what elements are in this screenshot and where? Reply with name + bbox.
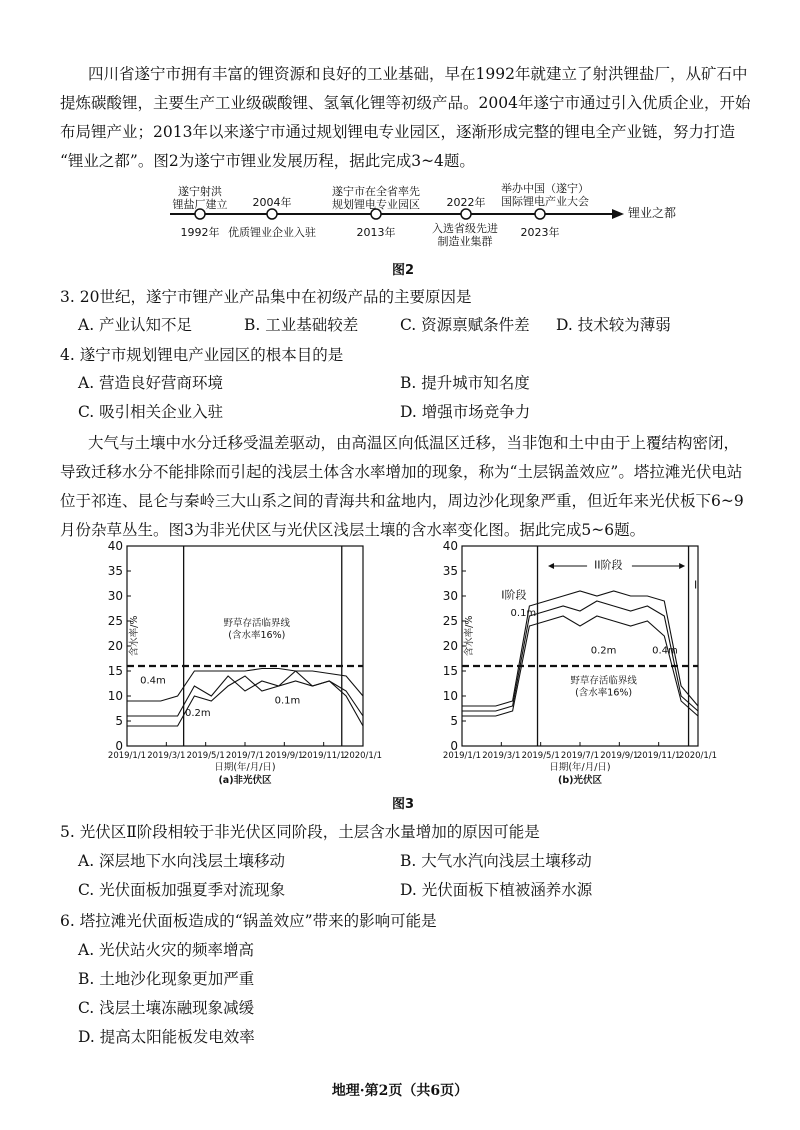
stage-label: II阶段	[594, 558, 623, 572]
intro1-line-4: “锂业之都”。图2为遂宁市锂业发展历程，据此完成3~4题。	[60, 152, 475, 170]
stage-label: I	[694, 578, 698, 592]
intro1-line-1: 四川省遂宁市拥有丰富的锂资源和良好的工业基础，早在1992年就建立了射洪锂盐厂，从矿石中	[88, 65, 748, 83]
intro2-line-1: 大气与土壤中水分迁移受温差驱动，由高温区向低温区迁移，当非饱和土中由于上覆结构密闭，	[88, 434, 740, 452]
x-tick-label: 2019/3/1	[147, 751, 186, 761]
q3-option-c[interactable]: C. 资源禀赋条件差	[400, 316, 530, 334]
y-tick-label: 10	[442, 689, 458, 703]
series-label: 0.1m	[510, 608, 537, 619]
figure-3-caption: 图3	[392, 797, 415, 812]
stage-arrow-head	[679, 563, 685, 569]
q4-option-d[interactable]: D. 增强市场竞争力	[400, 403, 531, 421]
timeline-node-2023	[535, 209, 545, 219]
x-tick-label: 2019/5/1	[186, 751, 225, 761]
series-label: 0.2m	[184, 708, 211, 719]
x-tick-label: 2019/9/1	[265, 751, 304, 761]
x-tick-label: 2019/7/1	[225, 751, 265, 761]
q5-option-a[interactable]: A. 深层地下水向浅层土壤移动	[78, 852, 286, 870]
x-tick-label: 2019/5/1	[521, 751, 560, 761]
x-tick-label: 2019/1/1	[442, 751, 482, 761]
timeline-top-4: 2022年	[446, 196, 486, 209]
q6-option-c[interactable]: C. 浅层土壤冻融现象减缓	[78, 999, 255, 1017]
chart-pv	[420, 538, 720, 788]
y-tick-label: 35	[107, 564, 123, 578]
x-axis-label: 日期(年/月/日)	[549, 762, 611, 773]
timeline-node-2022	[461, 209, 471, 219]
y-axis-label: 含水率/%	[129, 615, 140, 657]
timeline-bottom-5: 2023年	[520, 226, 560, 239]
q3-option-a[interactable]: A. 产业认知不足	[78, 316, 193, 334]
timeline-top-2: 2004年	[252, 196, 292, 209]
x-tick-label: 2019/1/1	[107, 751, 147, 761]
chart-title: (b)光伏区	[558, 775, 602, 786]
series-label: 0.2m	[590, 645, 617, 657]
timeline-bottom-1: 1992年	[180, 226, 220, 239]
y-tick-label: 30	[442, 589, 458, 603]
x-tick-label: 2019/7/1	[560, 751, 600, 761]
x-tick-label: 2019/9/1	[600, 751, 639, 761]
intro1-line-3: 布局锂产业；2013年以来遂宁市通过规划锂电专业园区，逐渐形成完整的锂电全产业链，努力打造	[60, 123, 735, 141]
x-axis-label: 日期(年/月/日)	[214, 762, 276, 773]
q4-option-b[interactable]: B. 提升城市知名度	[400, 374, 530, 392]
series-label: 0.4m	[140, 675, 166, 687]
threshold-label: (含水率16%)	[228, 630, 286, 641]
timeline-top-3: 遂宁市在全省率先 规划锂电专业园区	[332, 185, 420, 211]
figure-2-caption: 图2	[392, 263, 415, 278]
series-label: 0.1m	[274, 695, 301, 707]
chart-title: (a)非光伏区	[218, 775, 272, 786]
y-tick-label: 20	[107, 639, 123, 653]
timeline-node-2004	[267, 209, 277, 219]
x-tick-label: 2020/1/1	[343, 751, 383, 761]
q6-option-a[interactable]: A. 光伏站火灾的频率增高	[78, 941, 255, 959]
threshold-label: 野草存活临界线	[223, 618, 291, 629]
x-tick-label: 2020/1/1	[678, 751, 718, 761]
q4-stem: 4. 遂宁市规划锂电产业园区的根本目的是	[60, 346, 344, 364]
q5-option-b[interactable]: B. 大气水汽向浅层土壤移动	[400, 852, 592, 870]
y-tick-label: 25	[107, 614, 123, 628]
y-tick-label: 40	[107, 539, 123, 553]
q3-option-d[interactable]: D. 技术较为薄弱	[556, 316, 671, 334]
stage-label: I阶段	[501, 588, 527, 602]
q6-option-b[interactable]: B. 土地沙化现象更加严重	[78, 970, 255, 988]
q4-option-a[interactable]: A. 营造良好营商环境	[78, 374, 224, 392]
intro1-line-2: 提炼碳酸锂，主要生产工业级碳酸锂、氢氧化锂等初级产品。2004年遂宁市通过引入优质企业，开始	[60, 94, 751, 112]
timeline-top-1: 遂宁射洪 锂盐厂建立	[172, 185, 228, 211]
intro2-line-3: 位于祁连、昆仑与秦岭三大山系之间的青海共和盆地内，周边沙化现象严重，但近年来光伏板下6~9	[60, 492, 744, 510]
chart-non-pv	[85, 538, 385, 788]
x-tick-label: 2019/11/1	[636, 751, 681, 761]
y-tick-label: 10	[107, 689, 123, 703]
timeline-top-5: 举办中国（遂宁） 国际锂电产业大会	[501, 182, 589, 208]
threshold-label: 野草存活临界线	[570, 675, 637, 687]
q3-option-b[interactable]: B. 工业基础较差	[244, 316, 359, 334]
q5-stem: 5. 光伏区Ⅱ阶段相较于非光伏区同阶段，土层含水量增加的原因可能是	[60, 823, 540, 841]
x-tick-label: 2019/11/1	[301, 751, 346, 761]
y-tick-label: 30	[107, 589, 123, 603]
timeline-bottom-4: 入选省级先进 制造业集群	[432, 222, 498, 248]
y-tick-label: 5	[450, 714, 458, 728]
intro2-line-4: 月份杂草丛生。图3为非光伏区与光伏区浅层土壤的含水率变化图。据此完成5~6题。	[60, 521, 646, 539]
q6-option-d[interactable]: D. 提高太阳能板发电效率	[78, 1028, 255, 1046]
q3-stem: 3. 20世纪，遂宁市锂产业产品集中在初级产品的主要原因是	[60, 288, 472, 306]
y-tick-label: 0	[115, 739, 123, 753]
q4-option-c[interactable]: C. 吸引相关企业入驻	[78, 403, 224, 421]
stage-arrow-head	[548, 563, 554, 569]
y-tick-label: 20	[442, 639, 458, 653]
y-tick-label: 35	[442, 564, 458, 578]
x-tick-label: 2019/3/1	[482, 751, 521, 761]
threshold-label: (含水率16%)	[575, 687, 633, 699]
y-tick-label: 40	[442, 539, 458, 553]
q5-option-d[interactable]: D. 光伏面板下植被涵养水源	[400, 881, 593, 899]
timeline-end-label: 锂业之都	[628, 206, 677, 220]
q6-stem: 6. 塔拉滩光伏面板造成的“锅盖效应”带来的影响可能是	[60, 912, 437, 930]
intro2-line-2: 导致迁移水分不能排除而引起的浅层土体含水率增加的现象，称为“土层锅盖效应”。塔拉滩光伏电站	[60, 463, 743, 481]
y-tick-label: 15	[442, 664, 458, 678]
page-footer: 地理·第2页（共6页）	[331, 1083, 469, 1099]
q5-option-c[interactable]: C. 光伏面板加强夏季对流现象	[78, 881, 286, 899]
timeline-bottom-3: 2013年	[356, 226, 396, 239]
timeline-bottom-2: 优质锂业企业入驻	[228, 226, 316, 239]
y-tick-label: 0	[450, 739, 458, 753]
y-tick-label: 5	[115, 714, 123, 728]
series-label: 0.4m	[652, 645, 678, 657]
y-tick-label: 15	[107, 664, 123, 678]
y-axis-label: 含水率/%	[464, 615, 475, 657]
y-tick-label: 25	[442, 614, 458, 628]
